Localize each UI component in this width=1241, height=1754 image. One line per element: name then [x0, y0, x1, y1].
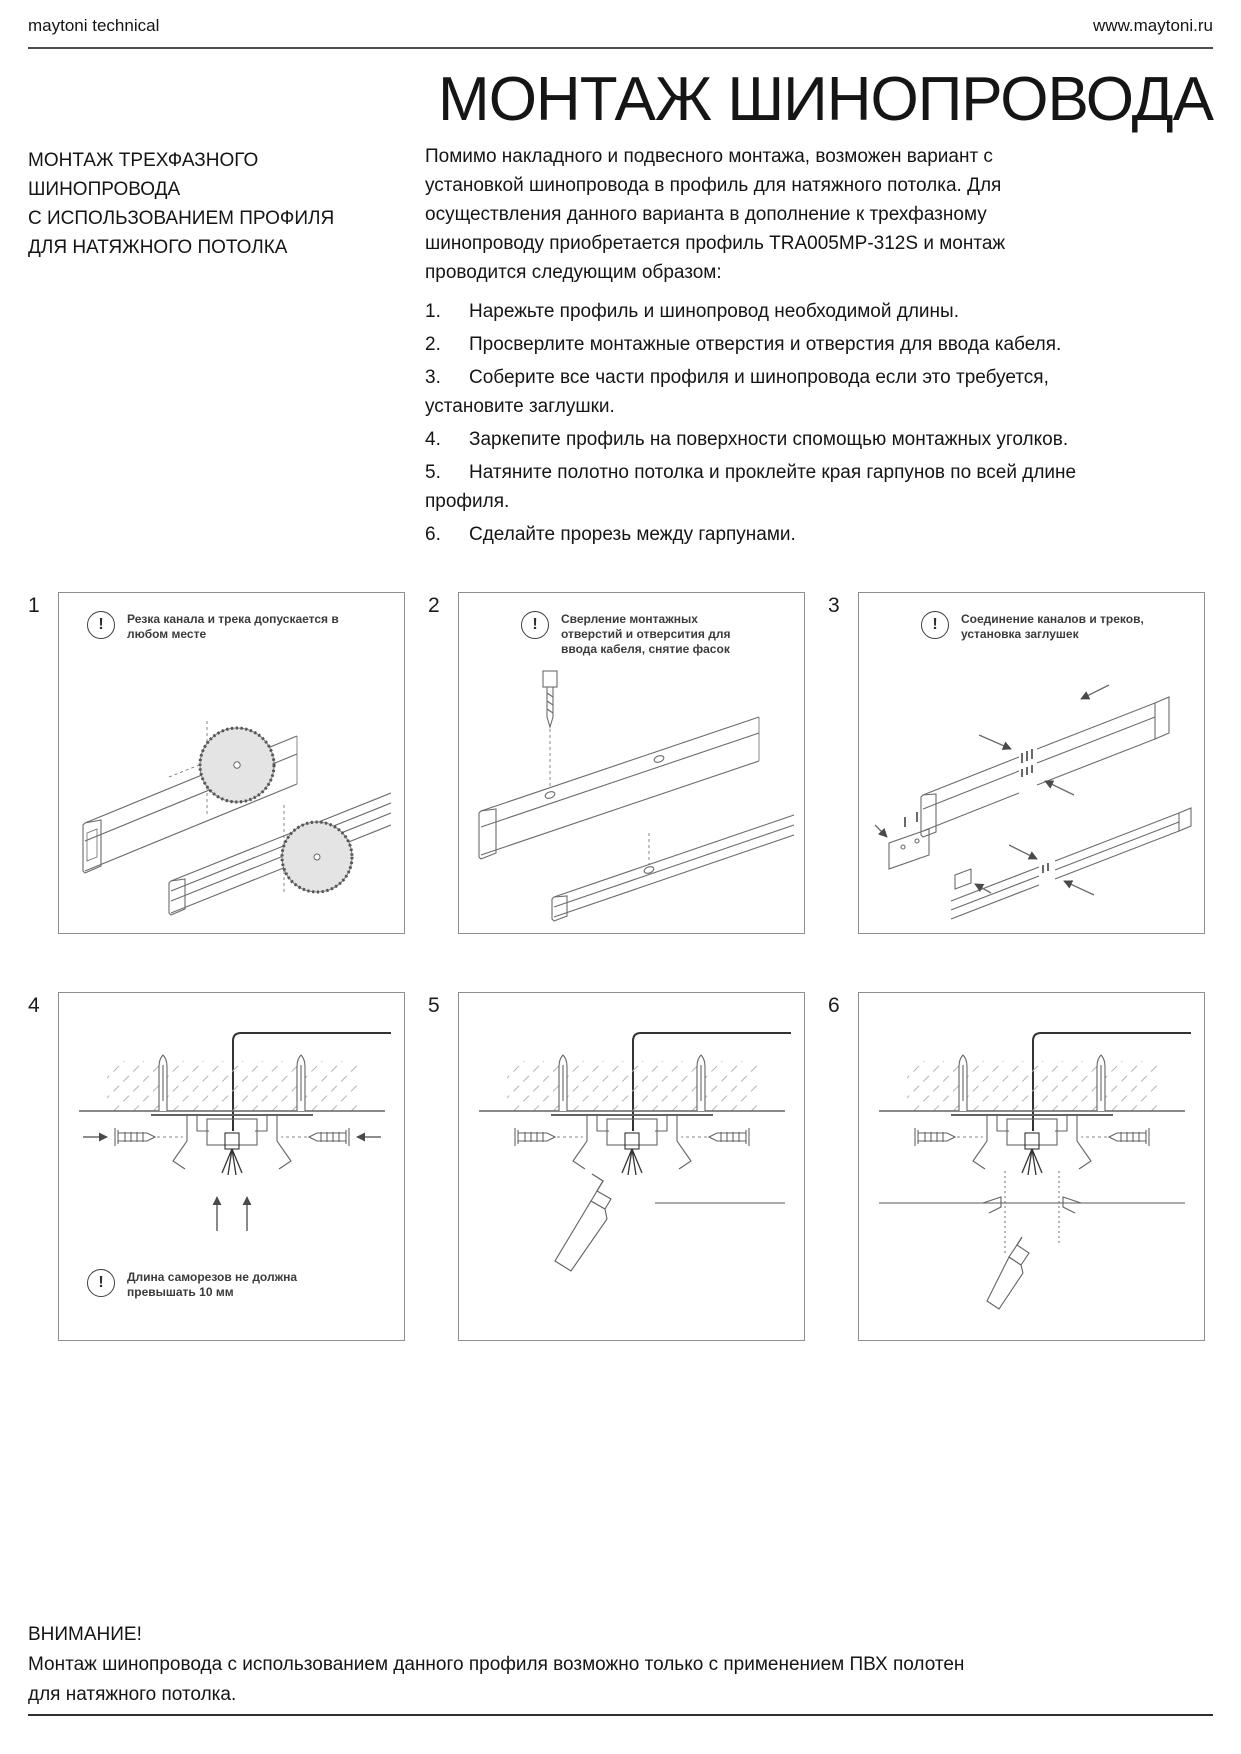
panel-note	[87, 1269, 367, 1300]
step-number: 5.	[425, 462, 441, 483]
saw-blade-icon	[200, 728, 274, 802]
step-text: Натяните полотно потолка и проклейте края гарпунов по всей длине профиля.	[425, 462, 1077, 512]
panel-number: 4	[28, 994, 40, 1017]
step-number: 4.	[425, 429, 441, 450]
panel-number: 3	[828, 594, 840, 617]
warning-icon: !	[87, 611, 115, 639]
steps-list	[425, 297, 1125, 549]
panel-note-text: Соединение каналов и треков, установка заглушек	[961, 612, 1144, 641]
panel-note	[921, 611, 1166, 642]
panel-frame	[858, 592, 1205, 934]
knife-tool-icon	[987, 1237, 1029, 1309]
panel-frame	[58, 992, 405, 1341]
section-heading-line: ДЛЯ НАТЯЖНОГО ПОТОЛКА	[28, 237, 288, 258]
footer-rule	[28, 1714, 1213, 1716]
list-item	[425, 425, 1125, 454]
step-text: Нарежьте профиль и шинопровод необходимой длины.	[469, 301, 959, 322]
panel-number: 5	[428, 994, 440, 1017]
panel-frame	[858, 992, 1205, 1341]
panel-note-text: Сверление монтажных отверстий и отверсития для ввода кабеля, снятие фасок	[561, 612, 731, 656]
section-heading-line: ШИНОПРОВОДА	[28, 179, 181, 200]
warning-title: ВНИМАНИЕ!	[28, 1624, 142, 1645]
diagram-fixing-profile	[59, 1003, 404, 1313]
list-item	[425, 297, 1125, 326]
list-item	[425, 330, 1125, 359]
panel-frame	[458, 592, 805, 934]
panel-number: 6	[828, 994, 840, 1017]
connector-pins-icon	[1022, 749, 1032, 777]
step-number: 6.	[425, 524, 441, 545]
panel-note-text: Резка канала и трека допускается в любом месте	[127, 612, 339, 641]
panel-note-text: Длина саморезов не должна превышать 10 мм	[127, 1270, 298, 1299]
step-text: Заркепите профиль на поверхности спомощью монтажных уголков.	[469, 429, 1069, 450]
page-title: МОНТАЖ ШИНОПРОВОДА	[438, 65, 1213, 134]
warning-text-line: для натяжного потолка.	[28, 1684, 237, 1705]
step-text: Соберите все части профиля и шинопровода если это требуется, установите заглушки.	[425, 367, 1049, 417]
diagram-cutting-track	[59, 665, 404, 923]
intro-column	[425, 142, 1125, 553]
section-heading-line: С ИСПОЛЬЗОВАНИЕМ ПРОФИЛЯ	[28, 208, 335, 229]
warning-icon: !	[921, 611, 949, 639]
section-heading	[28, 146, 334, 262]
panel-note	[87, 611, 342, 642]
glue-tool-icon	[555, 1174, 611, 1271]
list-item	[425, 363, 1125, 421]
intro-paragraph: Помимо накладного и подвесного монтажа, возможен вариант с установкой шинопровода в профиль для натяжного потолка. Для осуществления данного варианта в дополнение к трехфазному шинопроводу приобретается профиль TRA005MP-312S и монтаж проводится следующим образом:	[425, 146, 1006, 283]
header-rule	[28, 47, 1213, 49]
step-number: 3.	[425, 367, 441, 388]
website-text: www.maytoni.ru	[1093, 16, 1213, 35]
step-number: 2.	[425, 334, 441, 355]
list-item	[425, 458, 1125, 516]
panel-number: 1	[28, 594, 40, 617]
diagram-cutting-membrane	[859, 1003, 1204, 1313]
connector-pins-icon	[1043, 863, 1048, 873]
warning-icon: !	[521, 611, 549, 639]
warning-text-line: Монтаж шинопровода с использованием данного профиля возможно только с применением ПВХ полотен	[28, 1654, 965, 1675]
warning-icon: !	[87, 1269, 115, 1297]
panel-frame	[58, 592, 405, 934]
panel-note	[521, 611, 761, 657]
diagram-joining-tracks	[859, 665, 1204, 923]
step-text: Сделайте прорезь между гарпунами.	[469, 524, 796, 545]
section-heading-line: МОНТАЖ ТРЕХФАЗНОГО	[28, 150, 259, 171]
saw-blade-icon	[282, 822, 352, 892]
brand-text: maytoni technical	[28, 16, 160, 35]
panel-frame	[458, 992, 805, 1341]
drill-bit-icon	[543, 671, 557, 727]
list-item	[425, 520, 1125, 549]
end-cap-icon	[955, 869, 991, 893]
step-number: 1.	[425, 301, 441, 322]
panel-number: 2	[428, 594, 440, 617]
step-text: Просверлите монтажные отверстия и отверстия для ввода кабеля.	[469, 334, 1062, 355]
diagram-drilling-holes	[459, 665, 804, 923]
diagram-gluing-harpoon	[459, 1003, 804, 1313]
